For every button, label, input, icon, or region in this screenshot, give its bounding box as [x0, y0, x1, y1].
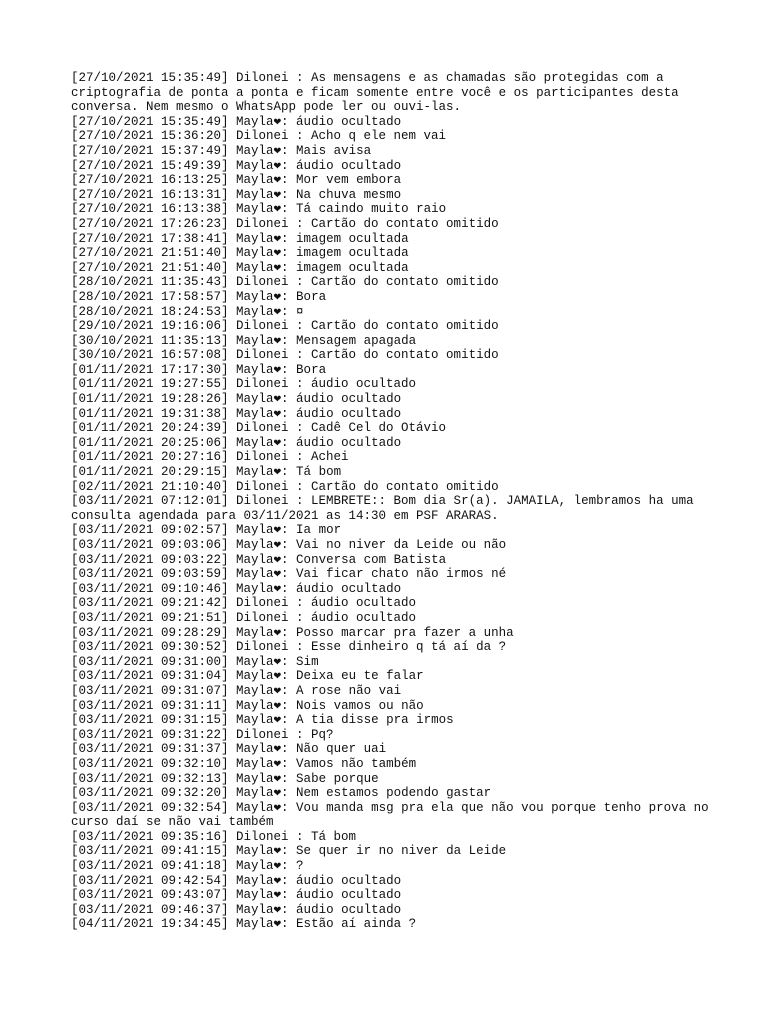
chat-line: [01/11/2021 20:29:15] Mayla❤: Tá bom — [71, 465, 342, 480]
chat-line: [03/11/2021 09:03:06] Mayla❤: Vai no niver da Leide ou não — [71, 538, 507, 552]
chat-line: [03/11/2021 09:35:16] Dilonei : Tá bom — [71, 829, 357, 844]
chat-line: [02/11/2021 21:10:40] Dilonei : Cartão do contato omitido — [71, 479, 499, 494]
chat-line: [03/11/2021 09:31:00] Mayla❤: Sim — [71, 654, 319, 669]
chat-line: [29/10/2021 19:16:06] Dilonei : Cartão do contato omitido — [71, 319, 499, 334]
chat-line: [01/11/2021 19:27:55] Dilonei : áudio ocultado — [71, 377, 417, 392]
chat-line: [27/10/2021 17:26:23] Dilonei : Cartão do contato omitido — [71, 216, 499, 231]
chat-line: [03/11/2021 09:41:15] Mayla❤: Se quer ir no niver da Leide — [71, 844, 507, 859]
chat-line: [01/11/2021 20:24:39] Dilonei : Cadê Cel do Otávio — [71, 421, 447, 436]
chat-line: [30/10/2021 11:35:13] Mayla❤: Mensagem apagada — [71, 333, 417, 348]
chat-line: [03/11/2021 09:41:18] Mayla❤: ? — [71, 859, 304, 874]
chat-line: [03/11/2021 09:32:13] Mayla❤: Sabe porque — [71, 771, 379, 786]
chat-log-document — [71, 71, 717, 932]
chat-line: [01/11/2021 19:28:26] Mayla❤: áudio ocultado — [71, 392, 402, 407]
chat-line: [03/11/2021 09:31:37] Mayla❤: Não quer uai — [71, 742, 387, 757]
chat-line: [28/10/2021 11:35:43] Dilonei : Cartão do contato omitido — [71, 275, 499, 290]
chat-line: [27/10/2021 16:13:31] Mayla❤: Na chuva mesmo — [71, 187, 402, 202]
chat-line: [01/11/2021 19:31:38] Mayla❤: áudio ocultado — [71, 406, 402, 421]
chat-line: [03/11/2021 09:31:22] Dilonei : Pq? — [71, 727, 334, 742]
chat-line: [03/11/2021 09:43:07] Mayla❤: áudio ocultado — [71, 888, 402, 903]
chat-line: [27/10/2021 17:38:41] Mayla❤: imagem ocultada — [71, 231, 409, 246]
chat-line: [30/10/2021 16:57:08] Dilonei : Cartão do contato omitido — [71, 348, 499, 363]
chat-line: [27/10/2021 15:36:20] Dilonei : Acho q ele nem vai — [71, 129, 447, 144]
chat-line: [03/11/2021 07:12:01] Dilonei : LEMBRETE:: Bom dia Sr(a). JAMAILA, lembramos ha uma consulta agendada para 03/11/2021 as 14:30 em PSF ARARAS. — [71, 494, 702, 523]
chat-line: [01/11/2021 20:27:16] Dilonei : Achei — [71, 450, 349, 465]
chat-line: [27/10/2021 16:13:38] Mayla❤: Tá caindo muito raio — [71, 202, 447, 217]
chat-line: [03/11/2021 09:03:22] Mayla❤: Conversa com Batista — [71, 552, 447, 567]
chat-line: [03/11/2021 09:03:59] Mayla❤: Vai ficar chato não irmos né — [71, 567, 507, 582]
chat-line: [03/11/2021 09:30:52] Dilonei : Esse dinheiro q tá aí da ? — [71, 640, 507, 655]
chat-line: [03/11/2021 09:21:51] Dilonei : áudio ocultado — [71, 610, 417, 625]
chat-line: [03/11/2021 09:02:57] Mayla❤: Ia mor — [71, 523, 342, 538]
chat-line: [03/11/2021 09:32:10] Mayla❤: Vamos não também — [71, 756, 417, 771]
chat-line: [03/11/2021 09:42:54] Mayla❤: áudio ocultado — [71, 873, 402, 888]
chat-line: [01/11/2021 20:25:06] Mayla❤: áudio ocultado — [71, 435, 402, 450]
chat-line: [27/10/2021 21:51:40] Mayla❤: imagem ocultada — [71, 246, 409, 261]
chat-line: [27/10/2021 15:37:49] Mayla❤: Mais avisa — [71, 143, 372, 158]
chat-line: [03/11/2021 09:32:54] Mayla❤: Vou manda msg pra ela que não vou porque tenho prova no curso daí se não vai também — [71, 800, 717, 830]
chat-line: [03/11/2021 09:31:11] Mayla❤: Nois vamos ou não — [71, 698, 424, 713]
chat-line: [28/10/2021 18:24:53] Mayla❤: ¤ — [71, 304, 304, 319]
chat-line: [27/10/2021 21:51:40] Mayla❤: imagem ocultada — [71, 260, 409, 275]
chat-line: [03/11/2021 09:32:20] Mayla❤: Nem estamos podendo gastar — [71, 786, 492, 801]
chat-line: [27/10/2021 15:35:49] Dilonei : As mensagens e as chamadas são protegidas com a criptografia de ponta a ponta e ficam somente entre você e os participantes desta conversa. Nem mesmo o WhatsApp pode ler ou ouvi-las. — [71, 71, 687, 115]
chat-line: [27/10/2021 16:13:25] Mayla❤: Mor vem embora — [71, 173, 402, 188]
chat-line: [03/11/2021 09:31:07] Mayla❤: A rose não vai — [71, 683, 402, 698]
chat-line: [03/11/2021 09:28:29] Mayla❤: Posso marcar pra fazer a unha — [71, 625, 514, 640]
chat-line: [03/11/2021 09:31:15] Mayla❤: A tia disse pra irmos — [71, 713, 454, 728]
chat-line: [27/10/2021 15:49:39] Mayla❤: áudio ocultado — [71, 158, 402, 173]
chat-line: [03/11/2021 09:46:37] Mayla❤: áudio ocultado — [71, 902, 402, 917]
chat-line: [03/11/2021 09:31:04] Mayla❤: Deixa eu te falar — [71, 669, 424, 684]
chat-line: [27/10/2021 15:35:49] Mayla❤: áudio ocultado — [71, 114, 402, 129]
chat-line: [03/11/2021 09:10:46] Mayla❤: áudio ocultado — [71, 581, 402, 596]
chat-line: [28/10/2021 17:58:57] Mayla❤: Bora — [71, 289, 327, 304]
chat-line: [04/11/2021 19:34:45] Mayla❤: Estão aí ainda ? — [71, 917, 417, 932]
chat-line: [01/11/2021 17:17:30] Mayla❤: Bora — [71, 362, 327, 377]
chat-line: [03/11/2021 09:21:42] Dilonei : áudio ocultado — [71, 596, 417, 611]
